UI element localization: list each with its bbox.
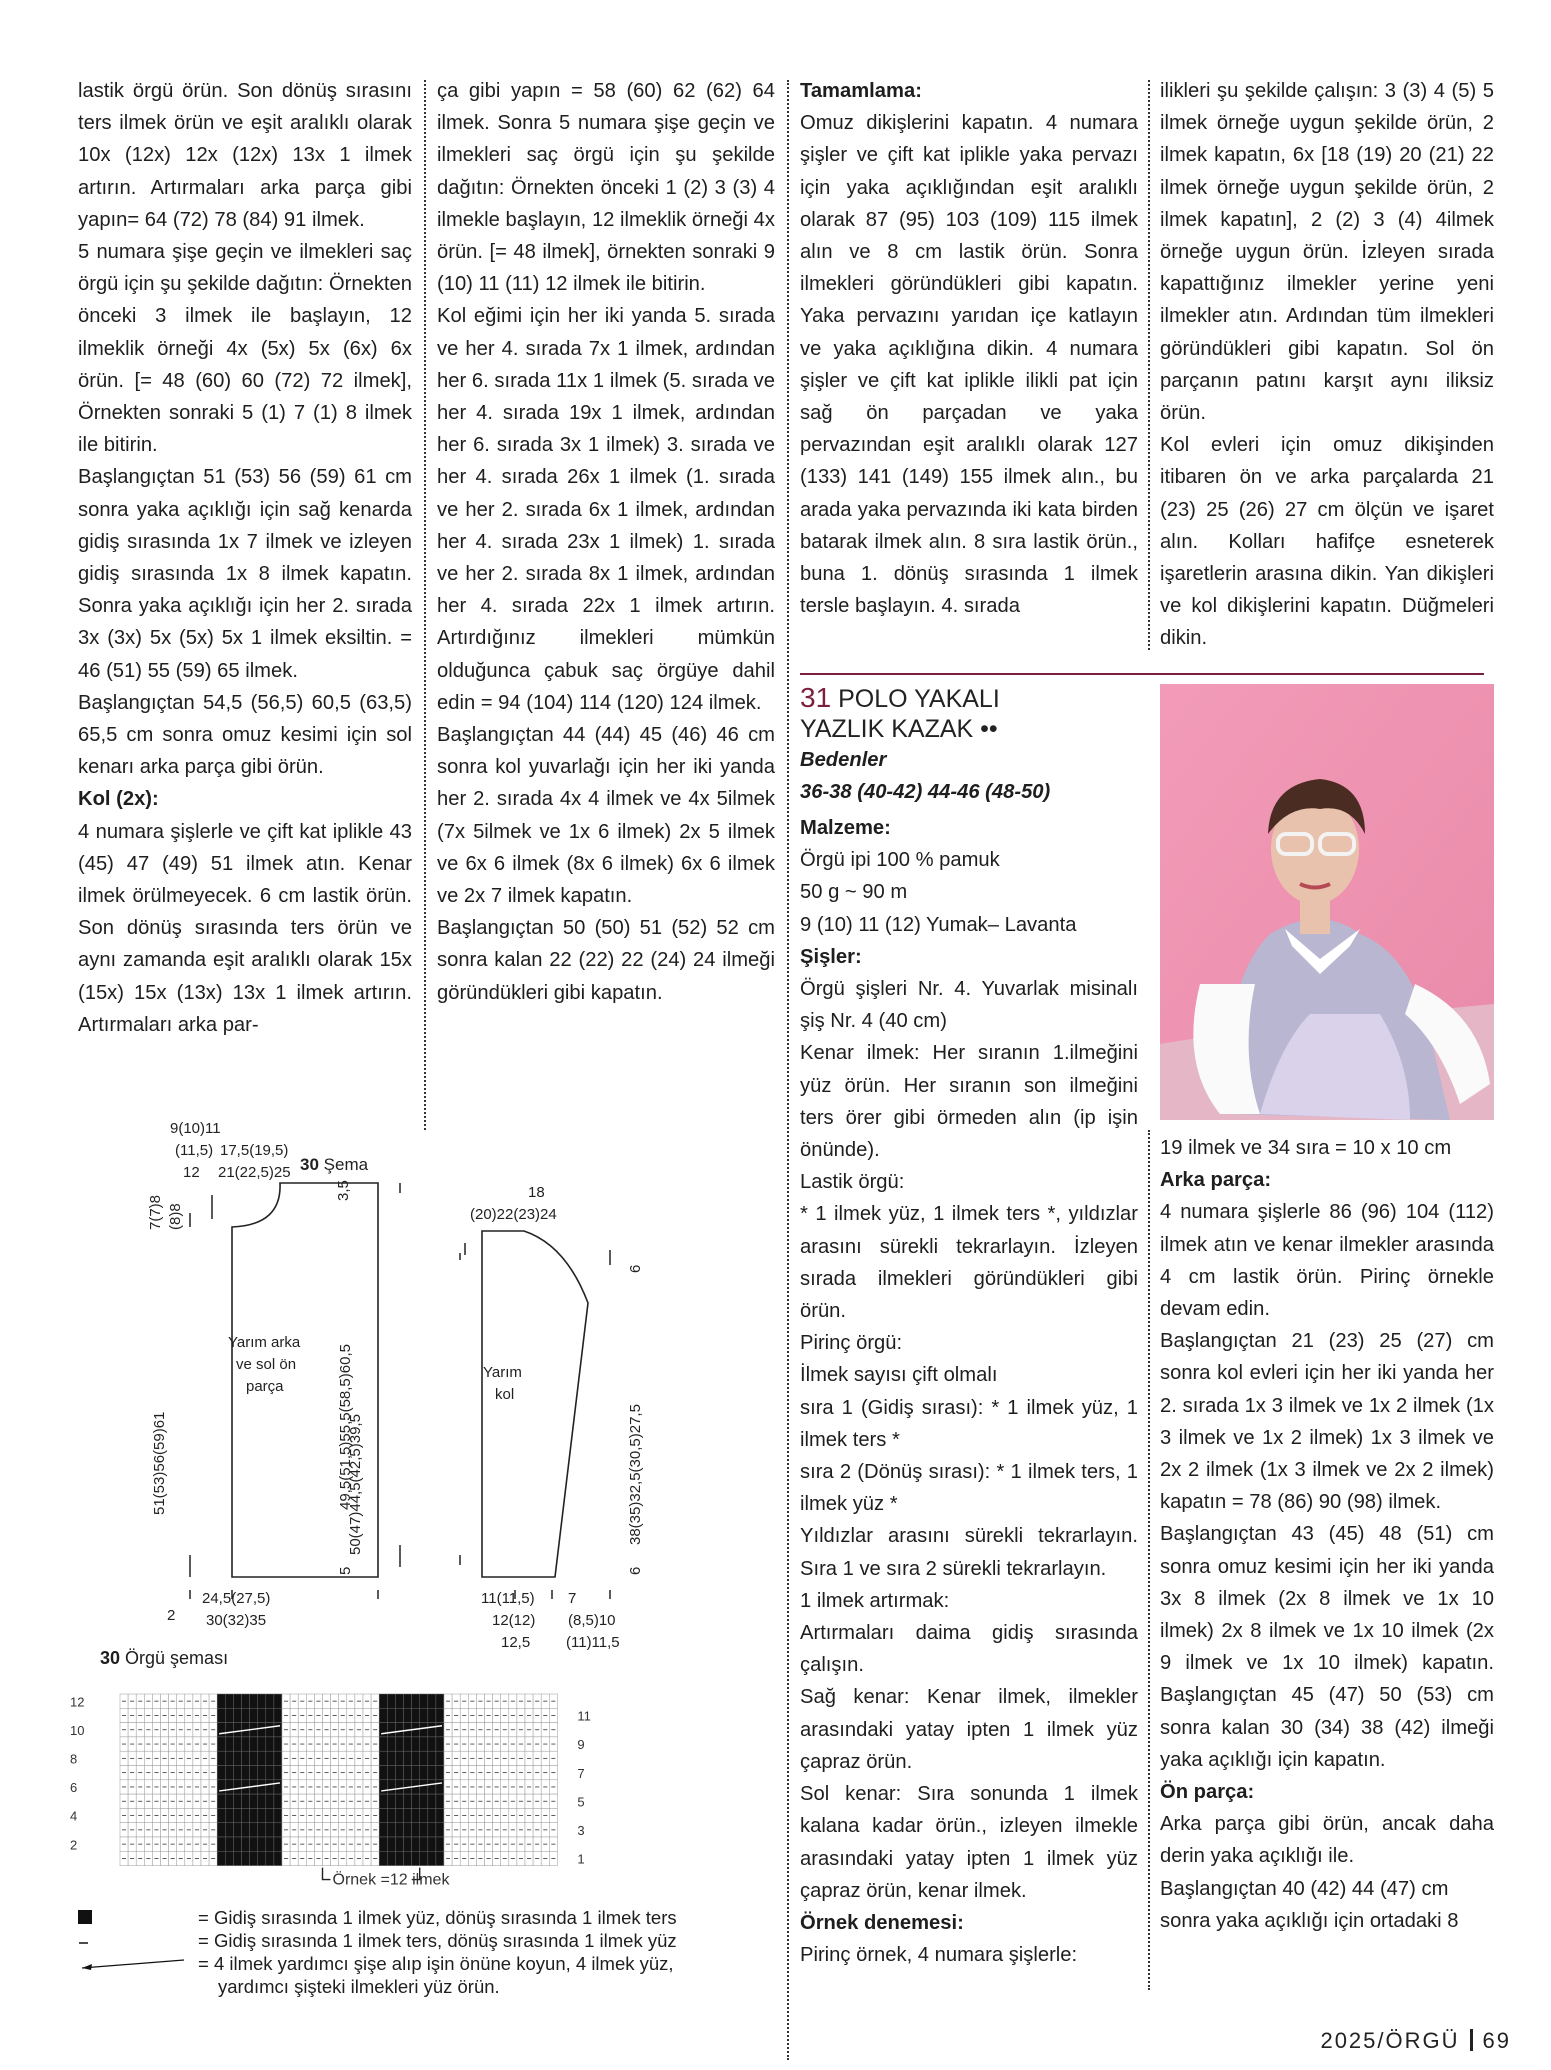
dim-label: 12 xyxy=(183,1164,200,1181)
chart-cell xyxy=(242,1737,250,1751)
chart-cell xyxy=(387,1794,395,1808)
chart-cell xyxy=(436,1808,444,1822)
paragraph: ça gibi yapın = 58 (60) 62 (62) 64 ilmek. Sonra 5 numara şişe geçin ve ilmekleri saç örgü için şu şekilde dağıtın: Örnekten önceki 1 (2) 3 (3) 4 ilmekle başlayın, 12 ilmeklik örneği 4x örün. [= 48 ilmek], örnekten sonraki 9 (10) 11 (11) 12 ilmek ile bitirin. xyxy=(437,80,775,296)
paragraph: lastik örgü örün. Son dönüş sırasını ters ilmek örün ve eşit aralıklı olarak 10x (12x) 12x (12x) 13x 1 ilmek artırın. Artırmaları arka parça gibi yapın= 64 (72) 78 (84) 91 ilmek. xyxy=(78,80,412,231)
chart-cell xyxy=(412,1708,420,1722)
chart-cell xyxy=(225,1723,233,1737)
section-title-line2: YAZLIK KAZAK •• xyxy=(800,715,998,743)
chart-cell xyxy=(404,1694,412,1708)
subheading: Şişler: xyxy=(800,945,862,968)
paragraph: Başlangıçtan 21 (23) 25 (27) cm sonra kol evleri için her iki yanda her 2. sırada 1x 3 ilmek ve 1x 2 ilmek (1x 3 ilmek ve 1x 2 ilmek) 1x 3 ilmek ve 2x 2 ilmek (1x 3 ilmek ve 2x 2 ilmek) kapatın = 78 (86) 90 (98) ilmek. xyxy=(1160,1330,1494,1514)
chart-cell xyxy=(420,1737,428,1751)
chart-cell xyxy=(395,1751,403,1765)
chart-cell xyxy=(379,1808,387,1822)
chart-cell xyxy=(379,1694,387,1708)
chart-cell xyxy=(428,1823,436,1837)
paragraph: Başlangıçtan 54,5 (56,5) 60,5 (63,5) 65,5 cm sonra omuz kesimi için sol kenarı arka parça gibi örün. xyxy=(78,691,412,779)
row-number-right: 11 xyxy=(577,1708,591,1724)
chart-cell xyxy=(233,1751,241,1765)
chart-cell xyxy=(395,1708,403,1722)
chart-cell xyxy=(379,1723,387,1737)
chart-cell xyxy=(274,1794,282,1808)
row-number-left: 6 xyxy=(70,1780,78,1796)
chart-cell xyxy=(436,1751,444,1765)
chart-cell xyxy=(233,1823,241,1837)
paragraph: Arka parça gibi örün, ancak daha derin yaka açıklığı ile. xyxy=(1160,1813,1494,1868)
chart-cell xyxy=(274,1694,282,1708)
chart-cell xyxy=(387,1851,395,1865)
chart-cell xyxy=(420,1837,428,1851)
chart-cell xyxy=(225,1808,233,1822)
chart-cell xyxy=(250,1808,258,1822)
chart-cell xyxy=(436,1837,444,1851)
chart-cell xyxy=(387,1780,395,1794)
chart-cell xyxy=(420,1766,428,1780)
chart-cell xyxy=(387,1751,395,1765)
paragraph: Kol evleri için omuz dikişinden itibaren ön ve arka parçalarda 21 (23) 25 (26) 27 cm ölçün ve işaret alın. Kolları hafifçe esneterek işaretlerin arasına dikin. Yan dikişleri ve kol dikişlerini kapatın. Düğmeleri dikin. xyxy=(1160,434,1494,650)
chart-cell xyxy=(404,1823,412,1837)
chart-cell xyxy=(266,1694,274,1708)
chart-cell xyxy=(395,1808,403,1822)
chart-cell xyxy=(428,1708,436,1722)
chart-cell xyxy=(395,1823,403,1837)
chart-cell xyxy=(436,1708,444,1722)
dim-label: 9(10)11 xyxy=(170,1120,221,1137)
dim-label: 6 xyxy=(627,1264,644,1273)
chart-cell xyxy=(274,1851,282,1865)
row-number-right: 1 xyxy=(577,1851,585,1867)
row-number-right: 9 xyxy=(577,1737,585,1753)
chart-cell xyxy=(428,1794,436,1808)
dim-label: 7 xyxy=(568,1590,577,1607)
chart-cell xyxy=(250,1823,258,1837)
chart-cell xyxy=(395,1766,403,1780)
chart-cell xyxy=(274,1737,282,1751)
chart-cell xyxy=(387,1823,395,1837)
chart-cell xyxy=(412,1837,420,1851)
paragraph: Başlangıçtan 43 (45) 48 (51) cm sonra omuz kesimi için her iki yanda 3x 8 ilmek (2x 8 ilmek ve 1x 10 ilmek) 2x 8 ilmek ve 1x 10 ilmek (2x 9 ilmek ve 1x 10 ilmek) kapatın. Başlangıçtan 45 (47) 50 (53) cm sonra kalan 30 (34) 38 (42) ilmeği yaka açıklığı için kapatın. xyxy=(1160,1523,1494,1771)
chart-cell xyxy=(412,1851,420,1865)
paragraph: 4 numara şişlerle 86 (96) 104 (112) ilmek atın ve kenar ilmekler arasında 4 cm lastik örün. Pirinç örnekle devam edin. xyxy=(1160,1201,1494,1321)
dim-label: 30(32)35 xyxy=(206,1612,267,1629)
cable-arrow-icon xyxy=(78,1956,188,1972)
sizes-label: Bedenler xyxy=(800,749,887,771)
chart-cell xyxy=(379,1708,387,1722)
chart-cell xyxy=(217,1737,225,1751)
page-footer xyxy=(1320,2028,1511,2054)
text-column-3b xyxy=(800,812,1138,1971)
chart-cell xyxy=(225,1737,233,1751)
chart-cell xyxy=(225,1837,233,1851)
chart-cell xyxy=(274,1766,282,1780)
dim-label: 12(12) xyxy=(492,1612,536,1629)
chart-cell xyxy=(242,1766,250,1780)
chart-cell xyxy=(379,1737,387,1751)
chart-cell xyxy=(250,1751,258,1765)
chart-cell xyxy=(250,1694,258,1708)
text-column-3 xyxy=(800,75,1138,622)
chart-cell xyxy=(225,1823,233,1837)
chart-cell xyxy=(379,1823,387,1837)
text-column-4 xyxy=(1160,75,1494,655)
chart-cell xyxy=(217,1694,225,1708)
chart-cell xyxy=(233,1837,241,1851)
chart-cell xyxy=(266,1708,274,1722)
chart-cell xyxy=(379,1780,387,1794)
subheading: Kol (2x): xyxy=(78,788,159,811)
chart-cell xyxy=(395,1694,403,1708)
chart-cell xyxy=(412,1737,420,1751)
chart-cell xyxy=(274,1708,282,1722)
chart-cell xyxy=(412,1808,420,1822)
paragraph: 4 numara şişlerle ve çift kat iplikle 43 (45) 47 (49) 51 ilmek atın. Kenar ilmek örülmeyecek. 6 cm lastik örün. Son dönüş sırasında ters örün ve aynı zamanda eşit aralıklı olarak 15x (15x) 15x (13x) 13x 1 ilmek artırın. Artırmaları arka par- xyxy=(78,820,412,1036)
paragraph: sıra 2 (Dönüş sırası): * 1 ilmek ters, 1 ilmek yüz * xyxy=(800,1461,1138,1516)
chart-cell xyxy=(387,1737,395,1751)
chart-cell xyxy=(266,1808,274,1822)
chart-cell xyxy=(412,1694,420,1708)
chart-cell xyxy=(428,1751,436,1765)
chart-cell xyxy=(217,1766,225,1780)
row-number-right: 7 xyxy=(577,1765,585,1781)
chart-cell xyxy=(428,1837,436,1851)
chart-cell xyxy=(217,1708,225,1722)
chart-cell xyxy=(217,1751,225,1765)
column-divider xyxy=(787,80,789,2060)
chart-cell xyxy=(420,1723,428,1737)
paragraph: 50 g ~ 90 m xyxy=(800,881,908,904)
section-title: 31 POLO YAKALI xyxy=(800,682,1000,713)
chart-cell xyxy=(395,1723,403,1737)
chart-cell xyxy=(258,1851,266,1865)
column-divider xyxy=(424,80,426,1130)
dim-label: (11,5) xyxy=(175,1142,214,1159)
chart-cell xyxy=(233,1737,241,1751)
chart-cell xyxy=(242,1837,250,1851)
dim-label: 7(7)8 xyxy=(147,1194,164,1230)
row-number-right: 5 xyxy=(577,1794,585,1810)
chart-cell xyxy=(428,1723,436,1737)
chart-cell xyxy=(387,1837,395,1851)
chart-cell xyxy=(242,1694,250,1708)
paragraph: 9 (10) 11 (12) Yumak– Lavanta xyxy=(800,913,1077,936)
paragraph: Başlangıçtan 51 (53) 56 (59) 61 cm sonra yaka açıklığı için sağ kenarda gidiş sırasında 1x 7 ilmek ve izleyen gidiş sırasında 1x 8 ilmek kapatın. Sonra yaka açıklığı için her 2. sırada 3x (3x) 5x (5x) 5x 1 ilmek eksiltin. = 46 (51) 55 (59) 65 ilmek. xyxy=(78,466,412,682)
paragraph: ilikleri şu şekilde çalışın: 3 (3) 4 (5) 5 ilmek örneğe uygun şekilde örün, 2 ilmek kapatın, 6x [18 (19) 20 (21) 22 ilmek örneğe uygun şekilde örün, 2 ilmek kapatın], 2 (2) 3 (4) 4ilmek örneğe uygun örün. İzleyen sırada kapattığınız ilmekler yerine yeni ilmekler atın. Ardından tüm ilmekleri göründükleri gibi kapatın. Sol ön parçanın patını karşıt aynı iliksiz örün. xyxy=(1160,80,1494,425)
chart-cell xyxy=(258,1751,266,1765)
chart-cell xyxy=(404,1837,412,1851)
chart-cell xyxy=(395,1851,403,1865)
chart-cell xyxy=(274,1837,282,1851)
chart-cell xyxy=(217,1794,225,1808)
chart-cell xyxy=(217,1837,225,1851)
chart-cell xyxy=(420,1780,428,1794)
chart-cell xyxy=(225,1766,233,1780)
chart-cell xyxy=(428,1694,436,1708)
chart-cell xyxy=(379,1751,387,1765)
chart-cell xyxy=(412,1766,420,1780)
chart-cell xyxy=(266,1837,274,1851)
chart-cell xyxy=(395,1794,403,1808)
chart-cell xyxy=(387,1808,395,1822)
knit-chart xyxy=(70,1682,650,1897)
chart-cell xyxy=(266,1766,274,1780)
section-number: 31 xyxy=(800,682,832,713)
paragraph: Omuz dikişlerini kapatın. 4 numara şişler ve çift kat iplikle yaka pervazı için yaka açıklığından eşit aralıklı olarak 87 (95) 103 (109) 115 ilmek alın ve 8 cm lastik örün. Sonra ilmekleri göründükleri gibi kapatın. Yaka pervazını yarıdan içe katlayın ve yaka açıklığına dikin. 4 numara şişler ve çift kat iplikle ilikli pat için sağ ön parçadan ve yaka pervazından eşit aralıklı olarak 127 (133) 141 (149) 155 ilmek alın., bu arada yaka pervazında iki kata birden batarak ilmek alın. 8 sıra lastik örün., buna 1. dönüş sırasında 1 ilmek tersle başlayın. 4. sırada xyxy=(800,112,1138,618)
chart-cell xyxy=(258,1723,266,1737)
chart-cell xyxy=(250,1708,258,1722)
schema-title: 30 Şema xyxy=(300,1155,369,1174)
text-column-4b xyxy=(1160,1132,1494,1937)
chart-cell xyxy=(379,1837,387,1851)
paragraph: Başlangıçtan 40 (42) 44 (47) cm sonra yaka açıklığı için ortadaki 8 xyxy=(1160,1877,1459,1932)
subheading: Örnek denemesi: xyxy=(800,1911,964,1934)
row-number-left: 8 xyxy=(70,1751,78,1767)
chart-cell xyxy=(266,1751,274,1765)
paragraph: İlmek sayısı çift olmalı xyxy=(800,1364,998,1387)
paragraph: Sol kenar: Sıra sonunda 1 ilmek kalana kadar örün., izleyen ilmekle arasındaki yatay ipten 1 ilmek yüz çapraz örün, kenar ilmek. xyxy=(800,1783,1138,1902)
chart-cell xyxy=(266,1851,274,1865)
chart-cell xyxy=(404,1737,412,1751)
paragraph: Pirinç örgü: xyxy=(800,1332,903,1355)
subheading: Malzeme: xyxy=(800,817,891,839)
chart-cell xyxy=(387,1708,395,1722)
chart-cell xyxy=(395,1837,403,1851)
dim-label: 51(53)56(59)61 xyxy=(151,1411,168,1515)
dim-label: 6 xyxy=(627,1566,644,1575)
chart-cell xyxy=(233,1794,241,1808)
chart-cell xyxy=(258,1808,266,1822)
chart-cell xyxy=(225,1794,233,1808)
chart-cell xyxy=(217,1780,225,1794)
dim-label: 11(11,5) xyxy=(481,1590,535,1607)
chart-cell xyxy=(274,1751,282,1765)
chart-cell xyxy=(420,1751,428,1765)
column-divider xyxy=(1148,80,1150,650)
dim-label: 5 xyxy=(337,1566,354,1575)
row-number-left: 4 xyxy=(70,1808,78,1824)
page-number: 69 xyxy=(1482,2028,1511,2053)
chart-cell xyxy=(404,1766,412,1780)
chart-cell xyxy=(412,1794,420,1808)
paragraph: Sağ kenar: Kenar ilmek, ilmekler arasındaki yatay ipten 1 ilmek yüz çapraz örün. xyxy=(800,1686,1138,1773)
paragraph: 5 numara şişe geçin ve ilmekleri saç örgü için şu şekilde dağıtın: Örnekten önceki 3 ilmek ile başlayın, 12 ilmeklik örneği 4x (5x) 5x (6x) 6x örün. [= 48 (60) 60 (72) 72 ilmek], Örnekten sonraki 5 (1) 7 (1) 8 ilmek ile bitirin. xyxy=(78,241,412,457)
chart-cell xyxy=(250,1837,258,1851)
chart-cell xyxy=(217,1723,225,1737)
dash-icon xyxy=(78,1933,92,1947)
paragraph: Artırmaları daima gidiş sırasında çalışın. xyxy=(800,1622,1138,1677)
paragraph: Başlangıçtan 50 (50) 51 (52) 52 cm sonra kalan 22 (22) 22 (24) 24 ilmeği göründükleri gibi kapatın. xyxy=(437,917,775,1004)
chart-cell xyxy=(225,1751,233,1765)
chart-cell xyxy=(436,1766,444,1780)
dim-label: 38(35)32,5(30,5)27,5 xyxy=(627,1404,644,1545)
chart-cell xyxy=(420,1808,428,1822)
chart-cell xyxy=(233,1780,241,1794)
paragraph: Yıldızlar arasını sürekli tekrarlayın. Sıra 1 ve sıra 2 sürekli tekrarlayın. xyxy=(800,1525,1138,1580)
knit-chart-title: 30 Örgü şeması xyxy=(100,1648,229,1668)
chart-cell xyxy=(379,1851,387,1865)
chart-cell xyxy=(242,1794,250,1808)
chart-cell xyxy=(225,1851,233,1865)
chart-cell xyxy=(395,1737,403,1751)
chart-cell xyxy=(404,1751,412,1765)
chart-cell xyxy=(379,1794,387,1808)
chart-cell xyxy=(436,1794,444,1808)
dim-label: (8,5)10 xyxy=(568,1612,616,1629)
chart-cell xyxy=(258,1780,266,1794)
chart-cell xyxy=(258,1694,266,1708)
dim-label: 24,5(27,5) xyxy=(202,1590,271,1607)
chart-cell xyxy=(436,1723,444,1737)
chart-cell xyxy=(274,1823,282,1837)
dim-label: 18 xyxy=(528,1184,545,1201)
chart-cell xyxy=(387,1694,395,1708)
chart-cell xyxy=(266,1737,274,1751)
chart-cell xyxy=(233,1851,241,1865)
paragraph: 1 ilmek artırmak: xyxy=(800,1589,950,1612)
paragraph: Kol eğimi için her iki yanda 5. sırada ve her 4. sırada 7x 1 ilmek, ardından her 6. sırada 11x 1 ilmek (5. sırada ve her 4. sırada 19x 1 ilmek, ardından her 6. sırada 3x 1 ilmek) 3. sırada ve her 4. sırada 26x 1 ilmek (1. sırada ve her 2. sırada 6x 1 ilmek, ardından her 4. sırada 23x 1 ilmek) 1. sırada ve her 2. sırada 8x 1 ilmek, ardından her 4. sırada 22x 1 ilmek artırın. Artırdığınız ilmekleri mümkün olduğunca çabuk saç örgüye dahil edin = 94 (104) 114 (120) 124 ilmek. xyxy=(437,305,775,714)
text-column-2 xyxy=(437,75,775,1009)
chart-cell xyxy=(387,1766,395,1780)
chart-cell xyxy=(274,1723,282,1737)
chart-cell xyxy=(428,1808,436,1822)
chart-cell xyxy=(404,1708,412,1722)
chart-cell xyxy=(266,1723,274,1737)
chart-cell xyxy=(258,1837,266,1851)
chart-cell xyxy=(258,1708,266,1722)
section-separator xyxy=(800,673,1484,675)
chart-cell xyxy=(420,1851,428,1865)
text-column-1 xyxy=(78,75,412,1041)
chart-cell xyxy=(225,1780,233,1794)
subheading: Ön parça: xyxy=(1160,1781,1255,1804)
chart-cell xyxy=(420,1794,428,1808)
dim-label: 12,5 xyxy=(501,1634,531,1651)
subheading: Tamamlama: xyxy=(800,80,922,102)
dim-label: 3,5 xyxy=(335,1180,352,1201)
chart-cell xyxy=(217,1808,225,1822)
repeat-label: Örnek =12 ilmek xyxy=(332,1871,450,1889)
chart-cell xyxy=(233,1766,241,1780)
dim-label: (20)22(23)24 xyxy=(470,1206,557,1223)
chart-cell xyxy=(258,1823,266,1837)
chart-cell xyxy=(242,1808,250,1822)
chart-cell xyxy=(420,1708,428,1722)
chart-cell xyxy=(412,1751,420,1765)
dim-label: 21(22,5)25 xyxy=(218,1164,291,1181)
chart-cell xyxy=(242,1823,250,1837)
paragraph: 19 ilmek ve 34 sıra = 10 x 10 cm xyxy=(1160,1137,1452,1159)
chart-cell xyxy=(404,1808,412,1822)
chart-cell xyxy=(217,1851,225,1865)
chart-cell xyxy=(242,1751,250,1765)
paragraph: Pirinç örnek, 4 numara şişlerle: xyxy=(800,1944,1078,1967)
chart-cell xyxy=(266,1780,274,1794)
row-number-right: 3 xyxy=(577,1823,585,1838)
chart-cell xyxy=(404,1851,412,1865)
paragraph: * 1 ilmek yüz, 1 ilmek ters *, yıldızlar arasını sürekli tekrarlayın. İzleyen sırada ilmekleri göründükleri gibi örün. xyxy=(800,1203,1138,1323)
column-divider xyxy=(1148,1130,1150,1990)
back-piece-label: Yarım arka ve sol ön parça xyxy=(228,1334,301,1395)
chart-cell xyxy=(250,1794,258,1808)
chart-cell xyxy=(233,1694,241,1708)
chart-cell xyxy=(266,1823,274,1837)
subheading: Arka parça: xyxy=(1160,1169,1272,1192)
chart-cell xyxy=(387,1723,395,1737)
chart-cell xyxy=(436,1851,444,1865)
sizes-value: 36-38 (40-42) 44-46 (48-50) xyxy=(800,781,1051,803)
chart-cell xyxy=(428,1780,436,1794)
chart-cell xyxy=(420,1823,428,1837)
chart-cell xyxy=(436,1694,444,1708)
chart-cell xyxy=(242,1851,250,1865)
paragraph: Başlangıçtan 44 (44) 45 (46) 46 cm sonra kol yuvarlağı için her iki yanda her 2. sırada 4x 4 ilmek ve 4x 5ilmek (7x 5ilmek ve 1x 6 ilmek) 2x 5 ilmek ve 6x 6 ilmek (8x 6 ilmek) 6x 6 ilmek ve 2x 7 ilmek kapatın. xyxy=(437,724,775,908)
chart-cell xyxy=(274,1808,282,1822)
chart-cell xyxy=(242,1708,250,1722)
chart-cell xyxy=(428,1851,436,1865)
model-photo xyxy=(1160,684,1494,1120)
dim-label: 17,5(19,5) xyxy=(220,1142,289,1159)
chart-cell xyxy=(266,1794,274,1808)
chart-cell xyxy=(258,1794,266,1808)
chart-cell xyxy=(250,1737,258,1751)
chart-cell xyxy=(274,1780,282,1794)
chart-cell xyxy=(233,1808,241,1822)
chart-cell xyxy=(258,1737,266,1751)
chart-cell xyxy=(225,1708,233,1722)
chart-cell xyxy=(250,1766,258,1780)
chart-cell xyxy=(436,1823,444,1837)
paragraph: Lastik örgü: xyxy=(800,1171,905,1194)
footer-divider xyxy=(1470,2029,1473,2051)
chart-cell xyxy=(233,1723,241,1737)
sleeve-label: Yarım kol xyxy=(483,1364,522,1403)
dim-label: 49,5(51,5)55,5(58,5)60,5 xyxy=(337,1344,354,1510)
chart-cell xyxy=(412,1823,420,1837)
chart-cell xyxy=(233,1708,241,1722)
chart-cell xyxy=(428,1766,436,1780)
chart-cell xyxy=(395,1780,403,1794)
row-number-left: 2 xyxy=(70,1837,78,1853)
chart-cell xyxy=(379,1766,387,1780)
chart-cell xyxy=(428,1737,436,1751)
chart-cell xyxy=(420,1694,428,1708)
dim-label: 2 xyxy=(167,1607,176,1624)
chart-cell xyxy=(217,1823,225,1837)
paragraph: Örgü şişleri Nr. 4. Yuvarlak misinalı şiş Nr. 4 (40 cm) xyxy=(800,978,1138,1033)
magazine-issue: 2025/ÖRGÜ xyxy=(1320,2028,1460,2053)
filled-square-icon xyxy=(78,1910,92,1924)
chart-cell xyxy=(436,1737,444,1751)
dim-label: 50(47)44,5(42,5)39,5 xyxy=(347,1414,364,1555)
chart-cell xyxy=(258,1766,266,1780)
paragraph: sıra 1 (Gidiş sırası): * 1 ilmek yüz, 1 ilmek ters * xyxy=(800,1396,1138,1451)
schema-diagram xyxy=(147,1120,644,1651)
chart-cell xyxy=(436,1780,444,1794)
chart-cell xyxy=(250,1851,258,1865)
section-31-header xyxy=(800,683,1138,808)
dim-label: (8)8 xyxy=(167,1203,184,1230)
dim-label: (11)11,5 xyxy=(566,1634,620,1651)
chart-cell xyxy=(225,1694,233,1708)
row-number-left: 12 xyxy=(70,1694,85,1710)
chart-cell xyxy=(404,1794,412,1808)
row-number-left: 10 xyxy=(70,1722,85,1738)
paragraph: Örgü ipi 100 % pamuk xyxy=(800,849,1000,872)
paragraph: Kenar ilmek: Her sıranın 1.ilmeğini yüz örün. Her sıranın son ilmeğini ters örer gibi örmeden alın (ip işin önünde). xyxy=(800,1042,1138,1162)
